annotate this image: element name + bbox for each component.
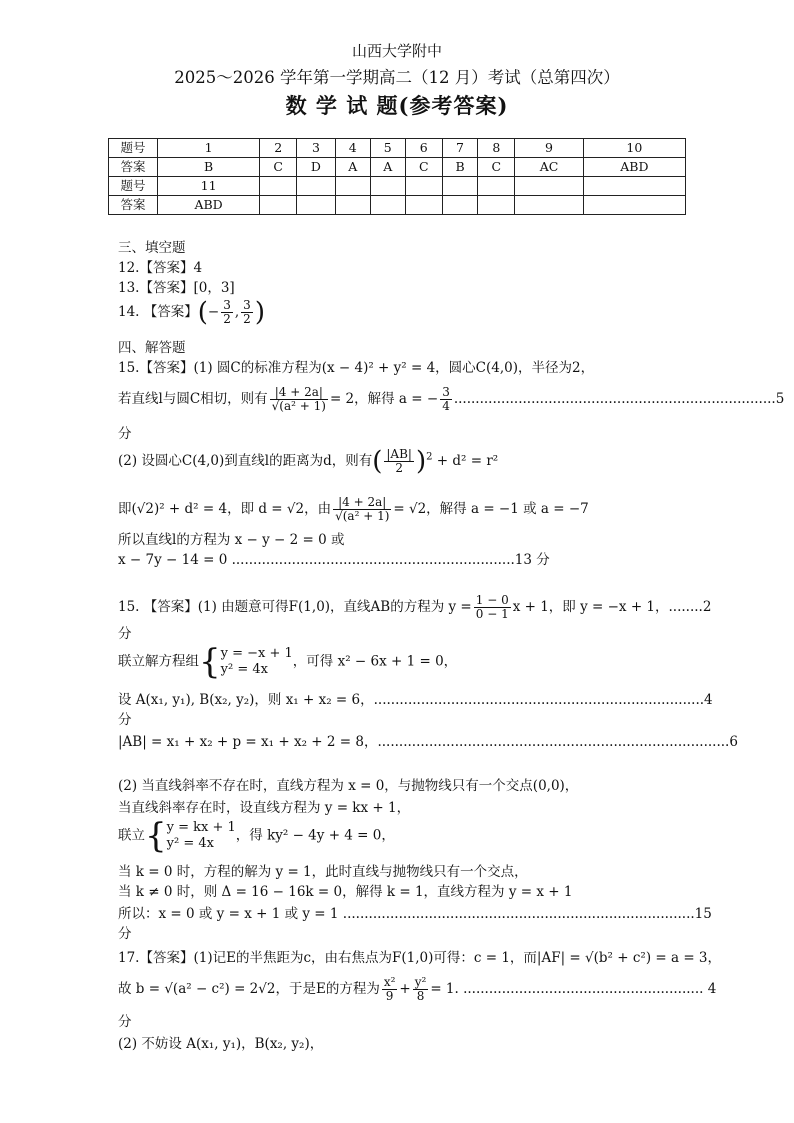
brace: {	[199, 642, 221, 682]
answer-line: 13.【答案】[0，3]	[118, 280, 235, 296]
solution-line: (2) 设圆心C(4,0)到直线l的距离为d，则有( $\frac{|AB|}{2}$ )$^2$ + d² = r²	[118, 446, 499, 477]
denominator: 0 − 1	[475, 607, 509, 621]
denominator: 2	[223, 312, 231, 326]
numerator: |AB|	[386, 447, 412, 461]
text: ，可得 x² − 6x + 1 = 0，	[292, 653, 458, 670]
table-cell	[478, 196, 515, 215]
text: 联立解方程组	[118, 653, 199, 670]
table-cell	[335, 177, 370, 196]
close-paren: )	[254, 297, 265, 328]
numerator: |4 + 2a|	[270, 386, 328, 400]
text: ，得 ky² − 4y + 4 = 0，	[235, 827, 395, 844]
solution-line: 分	[118, 712, 132, 728]
numerator: 1 − 0	[475, 593, 509, 607]
solution-line: 当直线斜率存在时，设直线方程为 y = kx + 1，	[118, 800, 411, 816]
table-cell: ABD	[583, 158, 685, 177]
fraction	[413, 976, 429, 1003]
table-row	[109, 139, 686, 158]
table-cell: C	[405, 158, 442, 177]
table-cell: 11	[158, 177, 260, 196]
section-heading: 四、解答题	[118, 340, 186, 356]
solution-line: 所以直线l的方程为 x − y − 2 = 0 或	[118, 532, 345, 548]
table-cell	[405, 177, 442, 196]
text: = √2，解得 a = −1 或 a = −7	[393, 501, 589, 517]
table-cell: 5	[370, 139, 405, 158]
table-cell	[405, 196, 442, 215]
table-cell	[370, 196, 405, 215]
fraction	[333, 496, 391, 523]
table-cell: C	[260, 158, 297, 177]
solution-line: 分	[118, 626, 132, 642]
table-cell	[370, 177, 405, 196]
answer-table	[108, 138, 686, 215]
solution-line: 所以：x = 0 或 y = x + 1 或 y = 1 ..................................................................................15	[118, 906, 712, 922]
fraction	[384, 448, 414, 475]
open-paren: (	[197, 297, 208, 328]
numerator: 3	[223, 298, 231, 312]
fraction	[474, 594, 511, 621]
brace: {	[145, 816, 167, 856]
close-paren: )	[415, 446, 427, 477]
section-heading: 三、填空题	[118, 240, 186, 256]
numerator: |4 + 2a|	[333, 496, 391, 510]
fraction	[241, 299, 253, 326]
table-cell: 9	[515, 139, 583, 158]
table-cell	[297, 196, 336, 215]
answer-line: 14. 【答案】(− $\frac{3}{2}$ , $\frac{3}{2}$ )	[118, 297, 265, 328]
text: = 1. ........................................................ 4	[430, 981, 717, 997]
text: 若直线l与圆C相切，则有	[118, 391, 268, 407]
solution-line: |AB| = x₁ + x₂ + p = x₁ + x₂ + 2 = 8，..................................................................................6	[118, 734, 738, 750]
table-cell: 1	[158, 139, 260, 158]
table-header-cell: 答案	[109, 158, 158, 177]
table-row	[109, 158, 686, 177]
table-cell: ABD	[158, 196, 260, 215]
answer-prefix: 14. 【答案】	[118, 304, 198, 320]
table-cell: C	[478, 158, 515, 177]
table-cell: 6	[405, 139, 442, 158]
fraction	[382, 976, 398, 1003]
table-cell	[335, 196, 370, 215]
table-cell: B	[158, 158, 260, 177]
solution-line: 15.【答案】(1) 圆C的标准方程为(x − 4)² + y² = 4，圆心C(4,0)，半径为2，	[118, 360, 595, 376]
table-row	[109, 177, 686, 196]
table-cell	[515, 177, 583, 196]
table-cell	[442, 177, 478, 196]
solution-line: 设 A(x₁, y₁), B(x₂, y₂)，则 x₁ + x₂ = 6，.............................................................................4	[118, 692, 713, 708]
text: (2) 设圆心C(4,0)到直线l的距离为d，则有	[118, 453, 373, 469]
text: x + 1，即 y = −x + 1，........2	[512, 599, 712, 615]
table-header-cell: 题号	[109, 139, 158, 158]
open-paren: (	[372, 446, 383, 477]
denominator: 2	[243, 312, 251, 326]
table-cell: D	[297, 158, 336, 177]
dots: ...........................................................................5	[453, 391, 785, 407]
denominator: √(a² + 1)	[271, 399, 326, 413]
denominator: 4	[442, 399, 450, 413]
equation-system	[167, 820, 236, 852]
fraction	[270, 386, 328, 413]
table-cell: 7	[442, 139, 478, 158]
table-cell: AC	[515, 158, 583, 177]
equation: y² = 4x	[220, 662, 268, 677]
table-cell: 2	[260, 139, 297, 158]
table-cell	[260, 177, 297, 196]
text: = 2，解得 a = −	[329, 391, 439, 407]
solution-line	[118, 386, 784, 413]
table-cell	[478, 177, 515, 196]
numerator: x²	[383, 975, 396, 989]
denominator: 2	[395, 461, 403, 475]
text: 故 b = √(a² − c²) = 2√2，于是E的方程为	[118, 981, 380, 997]
solution-line: 故 b = √(a² − c²) = 2√2，于是E的方程为 $\frac{\text{x²}}{9}$ + $\frac{\text{y²}}{8}$ = 1. ........................................................ 4	[118, 975, 717, 1003]
table-cell	[583, 177, 685, 196]
solution-line: 分	[118, 1014, 132, 1030]
table-cell: B	[442, 158, 478, 177]
solution-line	[118, 642, 458, 682]
denominator: 9	[385, 989, 394, 1003]
table-cell: 4	[335, 139, 370, 158]
table-cell: 3	[297, 139, 336, 158]
solution-line	[118, 496, 589, 523]
school-name: 山西大学附中	[351, 42, 442, 60]
solution-line: 分	[118, 426, 132, 442]
numerator: 3	[243, 298, 251, 312]
fraction	[440, 386, 452, 413]
solution-line: 分	[118, 926, 132, 942]
table-cell	[515, 196, 583, 215]
solution-line: 当 k ≠ 0 时，则 Δ = 16 − 16k = 0，解得 k = 1，直线方程为 y = x + 1	[118, 884, 573, 900]
text: 即(√2)² + d² = 4，即 d = √2，由	[118, 501, 332, 517]
text: 联立	[118, 827, 145, 844]
solution-line: 当 k = 0 时，方程的解为 y = 1，此时直线与抛物线只有一个交点，	[118, 864, 528, 880]
solution-line	[118, 594, 711, 621]
text: + d² = r²	[436, 453, 499, 469]
numerator: y²	[414, 975, 427, 989]
table-cell	[260, 196, 297, 215]
answer-line: 12.【答案】4	[118, 260, 203, 276]
table-cell	[442, 196, 478, 215]
table-cell: A	[370, 158, 405, 177]
text: 15. 【答案】(1) 由题意可得F(1,0)，直线AB的方程为 y =	[118, 599, 472, 615]
exam-title: 2025～2026 学年第一学期高二（12 月）考试（总第四次）	[174, 68, 620, 87]
table-row	[109, 196, 686, 215]
table-header-cell: 题号	[109, 177, 158, 196]
equation: y = kx + 1	[166, 820, 236, 835]
table-cell: A	[335, 158, 370, 177]
table-cell: 10	[583, 139, 685, 158]
equation: y² = 4x	[166, 836, 214, 851]
solution-line: (2) 不妨设 A(x₁, y₁)，B(x₂, y₂)，	[118, 1036, 324, 1052]
page-title: 数 学 试 题(参考答案)	[285, 93, 509, 118]
fraction	[221, 299, 233, 326]
table-cell: 8	[478, 139, 515, 158]
denominator: √(a² + 1)	[335, 509, 390, 523]
solution-line: 17.【答案】(1)记E的半焦距为c，由右焦点为F(1,0)可得：c = 1，而|AF| = √(b² + c²) = a = 3，	[118, 950, 722, 966]
table-header-cell: 答案	[109, 196, 158, 215]
solution-line: (2) 当直线斜率不存在时，直线方程为 x = 0，与抛物线只有一个交点(0,0)，	[118, 778, 579, 794]
denominator: 8	[416, 989, 425, 1003]
solution-line: x − 7y − 14 = 0 ..................................................................13 分	[118, 552, 550, 568]
solution-line	[118, 816, 395, 856]
table-cell	[583, 196, 685, 215]
equation-system	[221, 646, 293, 678]
equation: y = −x + 1	[220, 646, 293, 661]
table-cell	[297, 177, 336, 196]
numerator: 3	[442, 385, 450, 399]
